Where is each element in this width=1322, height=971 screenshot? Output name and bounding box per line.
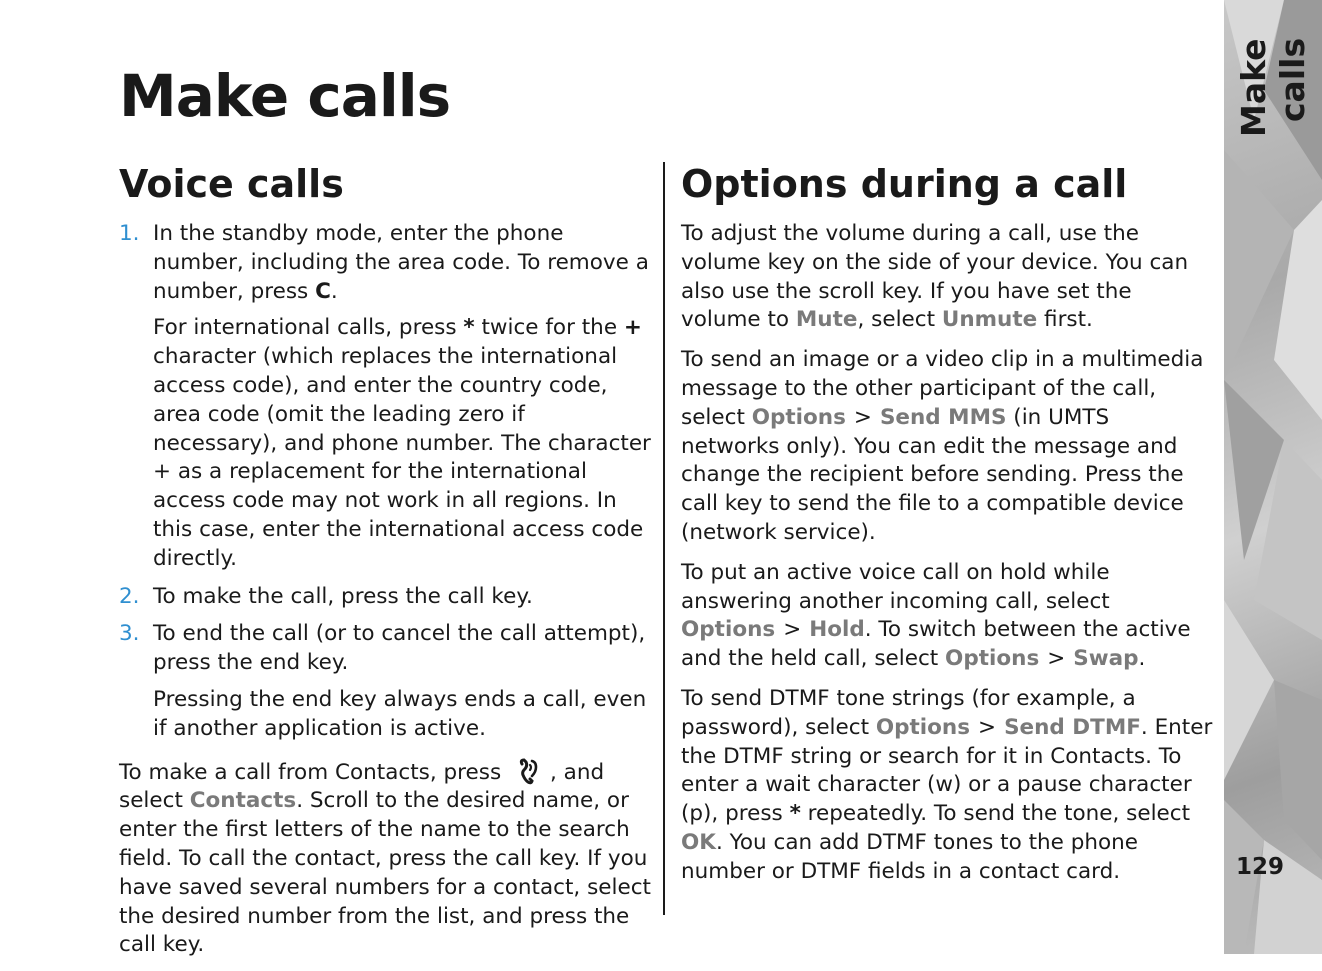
voice-calls-heading: Voice calls bbox=[119, 162, 344, 206]
options-heading: Options during a call bbox=[681, 162, 1128, 206]
ok-keyword: OK bbox=[681, 829, 716, 855]
page-title: Make calls bbox=[119, 62, 451, 130]
step-note: For international calls, press * twice for the + character (which replaces the international access code), and enter the country code, area code (omit the leading zero if necessary), and phone number. The character + as a replacement for the international access code may not work in all regions. In this case, enter the international access code directly. bbox=[153, 315, 651, 571]
volume-paragraph: To adjust the volume during a call, use the volume key on the side of your device. You can also use the scroll key. If you have set the volume to Mute, select Unmute first. bbox=[681, 221, 1189, 333]
swap-keyword: Swap bbox=[1073, 646, 1139, 672]
send-dtmf-keyword: Send DTMF bbox=[1004, 714, 1141, 740]
menu-separator: > bbox=[978, 714, 997, 740]
step-text: To end the call (or to cancel the call attempt), press the end key. bbox=[153, 621, 646, 676]
key-star: * bbox=[463, 315, 475, 341]
options-keyword: Options bbox=[751, 404, 846, 430]
options-keyword: Options bbox=[875, 714, 971, 740]
options-keyword: Options bbox=[681, 617, 776, 643]
list-item bbox=[119, 220, 651, 574]
mute-keyword: Mute bbox=[795, 307, 858, 333]
step-number: 2. bbox=[119, 583, 140, 609]
voice-calls-section bbox=[119, 162, 651, 971]
menu-separator: > bbox=[783, 617, 802, 643]
key-c: C bbox=[315, 278, 331, 304]
step-text: In the standby mode, enter the phone number, including the area code. To remove a number, press C. bbox=[153, 221, 649, 304]
key-star: * bbox=[789, 801, 801, 827]
dtmf-paragraph: To send DTMF tone strings (for example, a password), select Options > Send DTMF. Enter the DTMF string or search for it in Contacts. To enter a wait character (w) or a pause character (p), press * repeatedly. To send the tone, select OK. You can add DTMF tones to the phone number or DTMF fields in a contact card. bbox=[681, 685, 1213, 884]
menu-separator: > bbox=[1047, 646, 1066, 672]
step-text: To make the call, press the call key. bbox=[153, 583, 533, 609]
contacts-keyword: Contacts bbox=[189, 788, 297, 814]
chapter-tab-label: Make calls bbox=[1234, 38, 1312, 137]
hold-keyword: Hold bbox=[809, 617, 865, 643]
send-mms-keyword: Send MMS bbox=[879, 404, 1007, 430]
unmute-keyword: Unmute bbox=[941, 307, 1038, 333]
list-item bbox=[119, 583, 651, 612]
send-mms-paragraph: To send an image or a video clip in a multimedia message to the other participant of the call, select Options > Send MMS (in UMTS networks only). You can edit the message and change the recipient before sending. Press the call key to send the file to a compatible device (network service). bbox=[681, 347, 1204, 545]
options-keyword: Options bbox=[945, 646, 1040, 672]
key-plus: + bbox=[623, 315, 642, 341]
list-item bbox=[119, 620, 651, 743]
voice-calls-steps bbox=[119, 220, 651, 744]
hold-paragraph: To put an active voice call on hold while answering another incoming call, select Options > Hold. To switch between the active and the held call, select Options > Swap. bbox=[681, 559, 1191, 672]
step-note: Pressing the end key always ends a call, even if another application is active. bbox=[153, 686, 647, 741]
contacts-paragraph: To make a call from Contacts, press , and select Contacts. Scroll to the desired name, or enter the first letters of the name to the search field. To call the contact, press the call key. If you have saved several numbers for a contact, select the desired number from the list, and press the call key. bbox=[119, 759, 651, 958]
menu-key-icon bbox=[514, 758, 544, 786]
step-number: 3. bbox=[119, 621, 140, 647]
page-number: 129 bbox=[1236, 854, 1285, 880]
step-number: 1. bbox=[119, 221, 140, 246]
options-during-call-section bbox=[681, 162, 1213, 898]
column-divider bbox=[663, 162, 665, 915]
menu-separator: > bbox=[853, 404, 872, 430]
